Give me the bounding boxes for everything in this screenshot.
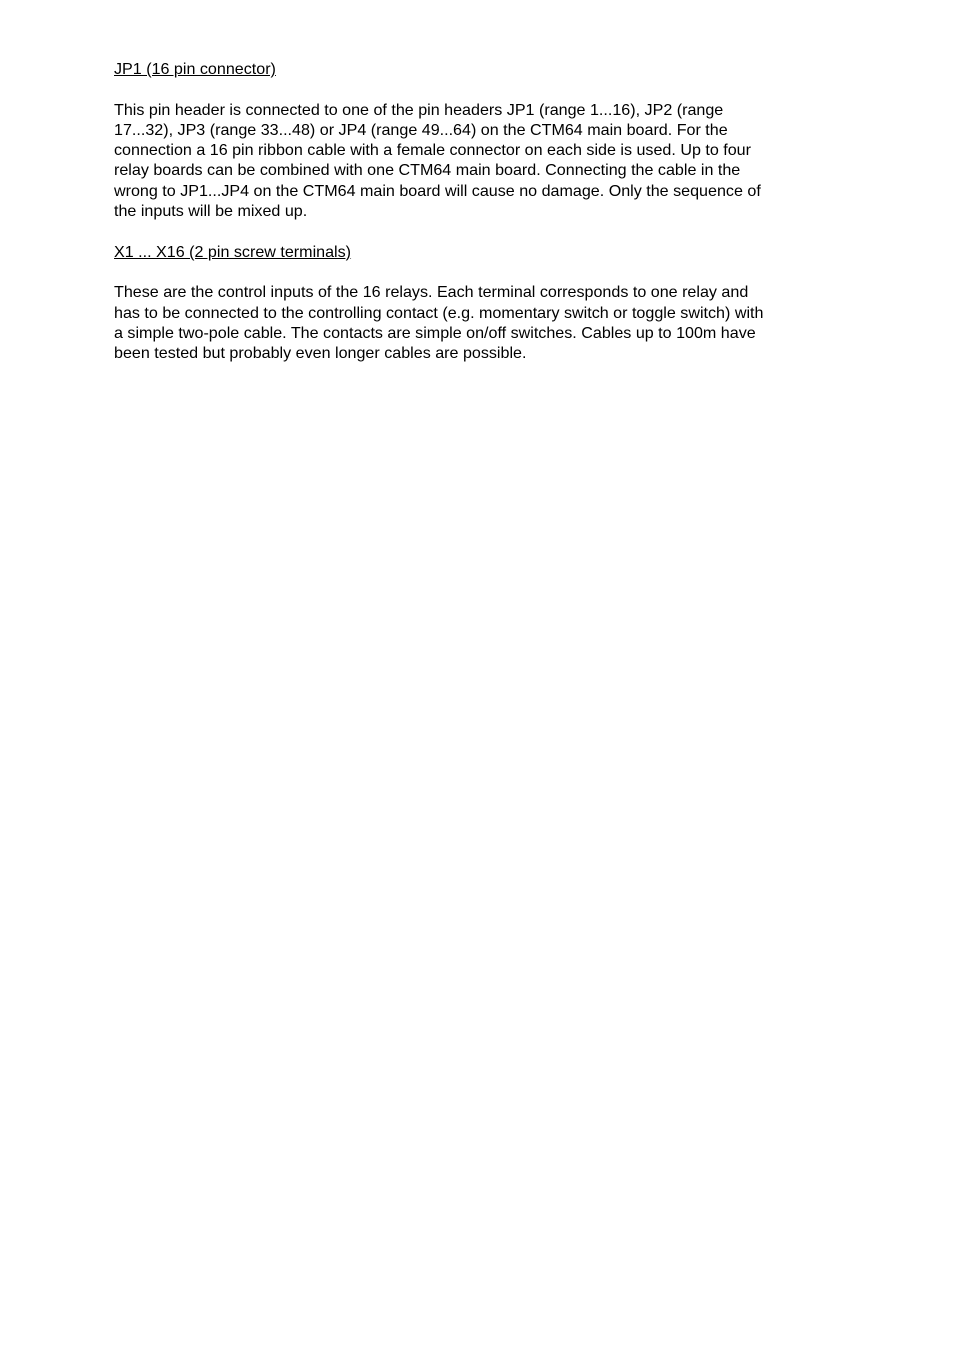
spacer (114, 79, 834, 99)
paragraph-line: a simple two-pole cable. The contacts are simple on/off switches. Cables up to 100m have (114, 323, 756, 342)
section-heading-x1-x16: X1 ... X16 (2 pin screw terminals) (114, 242, 352, 261)
paragraph-line: the inputs will be mixed up. (114, 202, 308, 221)
paragraph-line: 17...32), JP3 (range 33...48) or JP4 (range 49...64) on the CTM64 main board. For the (114, 120, 728, 139)
paragraph-line: wrong to JP1...JP4 on the CTM64 main board will cause no damage. Only the sequence of (114, 181, 761, 200)
spacer (114, 262, 834, 282)
document-page (114, 59, 834, 363)
section-heading-jp1: JP1 (16 pin connector) (114, 60, 276, 78)
paragraph-line: These are the control inputs of the 16 relays. Each terminal corresponds to one relay and (114, 283, 749, 302)
paragraph-x1-x16 (114, 282, 834, 363)
paragraph-line: connection a 16 pin ribbon cable with a female connector on each side is used. Up to four (114, 141, 751, 160)
paragraph-jp1 (114, 100, 834, 222)
paragraph-line: relay boards can be combined with one CTM64 main board. Connecting the cable in the (114, 161, 741, 180)
spacer (114, 221, 834, 241)
paragraph-line: been tested but probably even longer cables are possible. (114, 344, 527, 363)
paragraph-line: has to be connected to the controlling contact (e.g. momentary switch or toggle switch) with (114, 303, 764, 322)
paragraph-line: This pin header is connected to one of the pin headers JP1 (range 1...16), JP2 (range (114, 100, 724, 119)
